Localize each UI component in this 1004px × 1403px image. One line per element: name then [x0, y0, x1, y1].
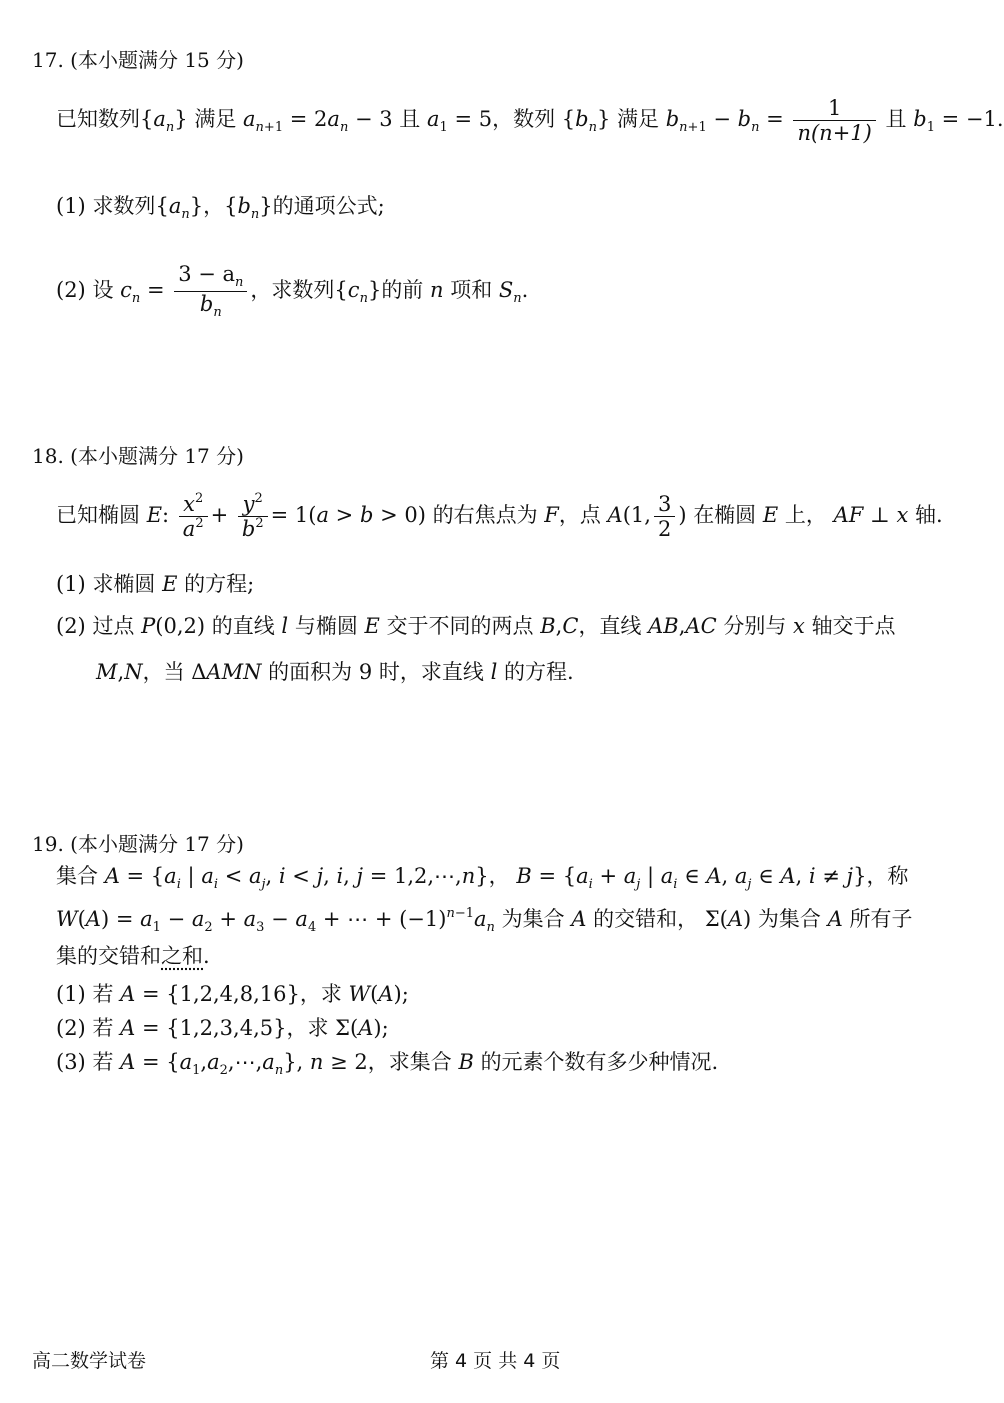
q18-heading: 18. (本小题满分 17 分)	[32, 444, 244, 468]
q19-w-def-cont: 集的交错和之和.	[56, 944, 210, 968]
q19-sets: 集合 $A = \{a_i$ | $a_i < a_j$, i < j, i, j = 1,2,⋯,n}， $B = \{a_i + a_j$ | $a_i$ ∈ A, $a_j$ ∈ A, i ≠ j}，称	[56, 864, 909, 892]
q17-part2: (2) 设 $c_n$ = $\frac{3 - a_n}{b_n}$ ，求数列$\{c_n\}$的前 n 项和 $S_n$.	[56, 262, 529, 320]
q17-statement: 已知数列$\{a_n\}$ 满足 $a_{n+1} = 2a_n - 3$ 且 $a_1 = 5$，数列 $\{b_n\}$ 满足 $b_{n+1} - b_n$ = $\frac{1}{n(n+1)}$ 且 $b_1 = -1$.	[56, 96, 1004, 146]
footer-subject: 高二数学试卷	[32, 1350, 147, 1372]
q19-heading: 19. (本小题满分 17 分)	[32, 832, 244, 856]
q17-heading: 17. (本小题满分 15 分)	[32, 48, 244, 72]
q17-cn-fraction: $\frac{3 - a_n}{b_n}$	[174, 262, 247, 321]
q17-part1: (1) 求数列$\{a_n\}$，$\{b_n\}$的通项公式;	[56, 194, 385, 222]
footer-page-number: 第 4 页 共 4 页	[430, 1350, 561, 1372]
q19-part2: (2) 若 A = {1,2,3,4,5}，求 Σ(A);	[56, 1016, 389, 1040]
q19-part3: (3) 若 $A = \{a_1,a_2,\cdots,a_n\}$, n ≥ 2，求集合 B 的元素个数有多少种情况.	[56, 1050, 719, 1078]
q18-part2: (2) 过点 P(0,2) 的直线 l 与椭圆 E 交于不同的两点 B,C，直线 AB,AC 分别与 x 轴交于点	[56, 614, 896, 638]
q18-statement: 已知椭圆 E: $\frac{x^2}{a^2}$ + $\frac{y^2}{b^2}$ = 1(a > b > 0) 的右焦点为 F，点 A(1, $\frac{3}{2}$ ) 在椭圆 E 上， AF ⊥ x 轴.	[56, 491, 943, 542]
q19-w-def: $W(A) = a_1 - a_2 + a_3 - a_4$ + ⋯ + $(-1)^{n-1}a_n$ 为集合 A 的交错和， Σ(A) 为集合 A 所有子	[56, 906, 913, 935]
q19-part1: (1) 若 A = {1,2,4,8,16}，求 W(A);	[56, 982, 409, 1006]
q17-fraction: $\frac{1}{n(n+1)}$	[793, 96, 875, 145]
q18-part2-cont: M,N，当 ΔAMN 的面积为 9 时，求直线 l 的方程.	[96, 660, 574, 684]
q18-part1: (1) 求椭圆 E 的方程;	[56, 572, 255, 596]
